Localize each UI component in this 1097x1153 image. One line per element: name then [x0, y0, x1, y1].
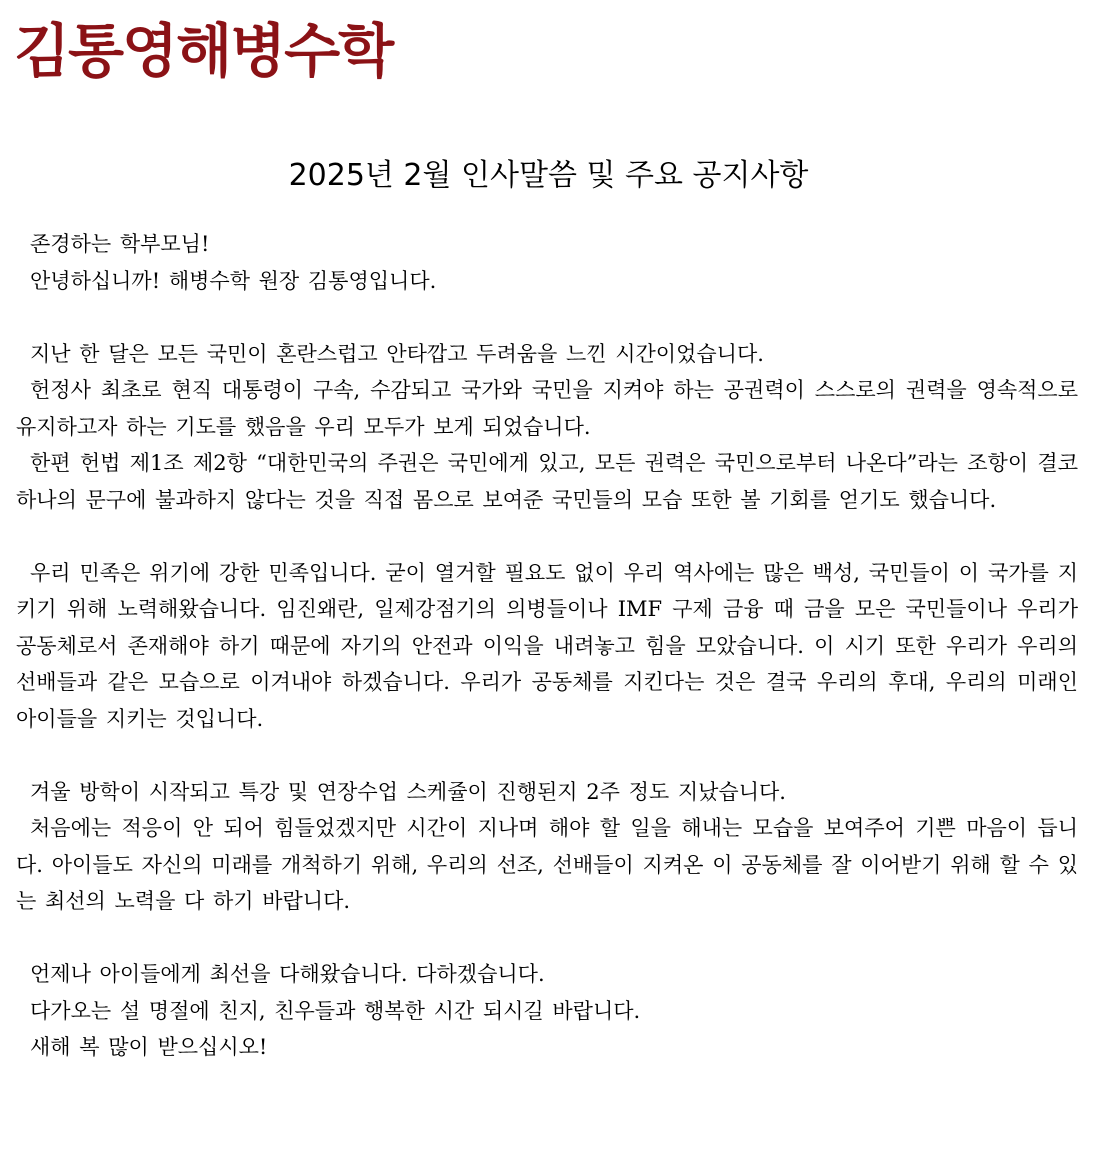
letter-body: [16, 226, 1078, 1066]
body-paragraph: 헌정사 최초로 현직 대통령이 구속, 수감되고 국가와 국민을 지켜야 하는 공권력이 스스로의 권력을 영속적으로 유지하고자 하는 기도를 했음을 우리 모두가 보게 되었습니다.: [16, 378, 1078, 439]
notice-title: 2025년 2월 인사말씀 및 주요 공지사항: [288, 158, 809, 193]
closing-line: 다가오는 설 명절에 친지, 친우들과 행복한 시간 되시길 바랍니다.: [30, 998, 641, 1023]
intro-line: 안녕하십니까! 해병수학 원장 김통영입니다.: [30, 268, 437, 293]
body-paragraph: 처음에는 적응이 안 되어 힘들었겠지만 시간이 지나며 해야 할 일을 해내는 모습을 보여주어 기쁜 마음이 듭니다. 아이들도 자신의 미래를 개척하기 위해, 우리의 선조, 선배들이 지켜온 이 공동체를 잘 이어받기 위해 할 수 있는 최선의 노력을 다 하기 바랍니다.: [16, 816, 1078, 913]
closing-line: 새해 복 많이 받으십시오!: [30, 1035, 268, 1059]
paragraph-spacer: [16, 299, 1078, 336]
closing-line: 언제나 아이들에게 최선을 다해왔습니다. 다하겠습니다.: [30, 962, 545, 986]
body-paragraph: 한편 헌법 제1조 제2항 “대한민국의 주권은 국민에게 있고, 모든 권력은 국민으로부터 나온다”라는 조항이 결코 하나의 문구에 불과하지 않다는 것을 직접 몸으로 보여준 국민들의 모습 또한 볼 기회를 얻기도 했습니다.: [16, 451, 1078, 512]
body-paragraph: 지난 한 달은 모든 국민이 혼란스럽고 안타깝고 두려움을 느낀 시간이었습니다.: [30, 341, 764, 366]
paragraph-spacer: [16, 737, 1078, 774]
paragraph-spacer: [16, 920, 1078, 957]
paragraph-spacer: [16, 518, 1078, 555]
greeting-line: 존경하는 학부모님!: [30, 232, 210, 256]
academy-logo: 김통영해병수학: [14, 17, 393, 85]
body-paragraph: 우리 민족은 위기에 강한 민족입니다. 굳이 열거할 필요도 없이 우리 역사에는 많은 백성, 국민들이 이 국가를 지키기 위해 노력해왔습니다. 임진왜란, 일제강점기의 의병들이나 IMF 구제 금융 때 금을 모은 국민들이나 우리가 공동체로서 존재해야 하기 때문에 자기의 안전과 이익을 내려놓고 힘을 모았습니다. 이 시기 또한 우리가 우리의 선배들과 같은 모습으로 이겨내야 하겠습니다. 우리가 공동체를 지킨다는 것은 결국 우리의 후대, 우리의 미래인 아이들을 지키는 것입니다.: [16, 560, 1078, 731]
body-paragraph: 겨울 방학이 시작되고 특강 및 연장수업 스케쥴이 진행된지 2주 정도 지났습니다.: [30, 779, 786, 804]
